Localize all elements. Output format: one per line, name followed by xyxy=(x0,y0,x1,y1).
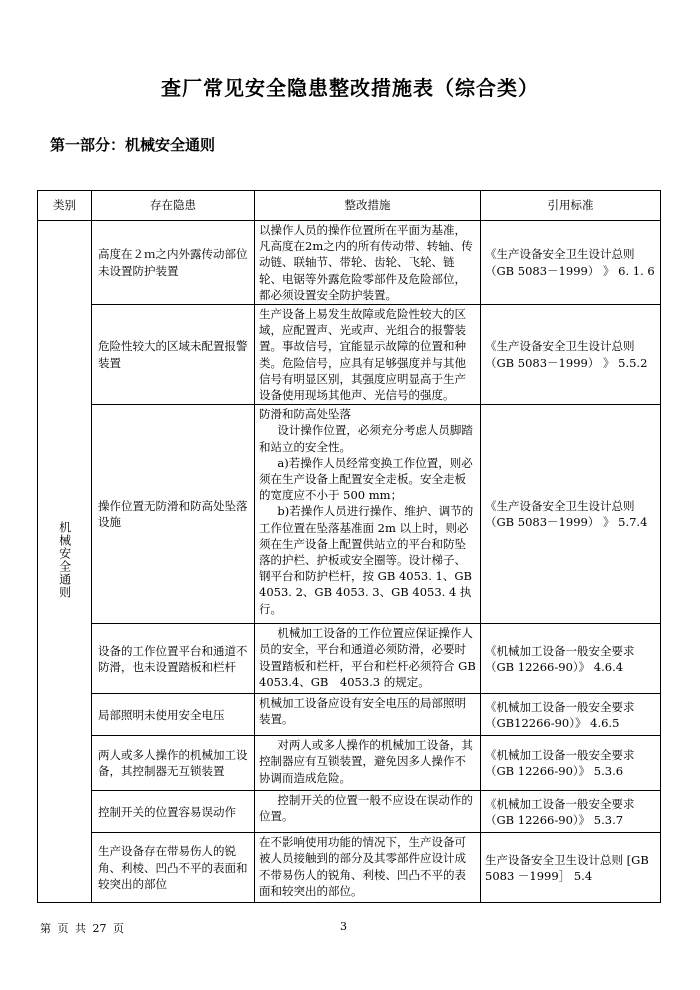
hazard-cell: 设备的工作位置平台和通道不防滑，也未设置踏板和栏杆 xyxy=(92,624,255,694)
standard-cell: 《机械加工设备一般安全要求（GB12266-90）》 4.6.5 xyxy=(481,694,661,736)
table-row xyxy=(38,405,661,624)
measure-text: a)若操作人员经常变换工作位置，则必须在生产设备上配置安全走板。安全走板的宽度应不小于 500 mm； xyxy=(259,455,473,503)
category-cell xyxy=(38,221,92,903)
measure-text: 机械加工设备的工作位置应保证操作人员的安全，平台和通道必须防滑，必要时设置踏板和栏杆，平台和栏杆必须符合 GB 4053.4、GB 4053.3 的规定。 xyxy=(259,626,488,689)
page-number: 3 xyxy=(340,920,347,933)
page-count: 第 页 共 27 页 xyxy=(40,922,124,935)
table-row xyxy=(38,833,661,903)
hazard-cell: 生产设备存在带易伤人的锐角、利棱、凹凸不平的表面和较突出的部位 xyxy=(92,833,255,903)
header-standard: 引用标准 xyxy=(481,191,661,221)
table-row xyxy=(38,624,661,694)
measure-text: 对两人或多人操作的机械加工设备，其控制器应有互锁装置，避免因多人操作不协调而造成危险。 xyxy=(259,738,473,785)
standard-cell: 《机械加工设备一般安全要求（GB 12266-90）》 5.3.7 xyxy=(481,791,661,833)
measure-cell xyxy=(255,736,481,791)
measure-text: 以操作人员的操作位置所在平面为基准，凡高度在2m之内的所有传动带、转轴、传动链、联轴节、带轮、齿轮、飞轮、链轮、电锯等外露危险零部件及危险部位，都必须设置安全防护装置。 xyxy=(259,223,473,302)
standard-cell: 《生产设备安全卫生设计总则（GB 5083－1999） 》 6. 1. 6 xyxy=(481,221,661,305)
standard-cell: 《生产设备安全卫生设计总则（GB 5083－1999） 》 5.7.4 xyxy=(481,405,661,624)
standard-cell: 《机械加工设备一般安全要求（GB 12266-90）》 4.6.4 xyxy=(481,624,661,694)
table-header-row xyxy=(38,191,661,221)
header-hazard: 存在隐患 xyxy=(92,191,255,221)
standard-cell: 《机械加工设备一般安全要求（GB 12266-90）》 5.3.6 xyxy=(481,736,661,791)
measure-cell xyxy=(255,405,481,624)
hazard-cell: 危险性较大的区域未配置报警装置 xyxy=(92,305,255,405)
measure-cell xyxy=(255,221,481,305)
table-row xyxy=(38,221,661,305)
hazard-cell: 控制开关的位置容易误动作 xyxy=(92,791,255,833)
measure-cell xyxy=(255,791,481,833)
hazard-cell: 两人或多人操作的机械加工设备，其控制器无互锁装置 xyxy=(92,736,255,791)
measure-cell xyxy=(255,305,481,405)
measure-cell xyxy=(255,624,488,694)
hazard-cell: 局部照明未使用安全电压 xyxy=(92,694,255,736)
category-label: 机械安全通则 xyxy=(57,520,72,599)
hazard-cell: 操作位置无防滑和防高处坠落设施 xyxy=(92,405,255,624)
measure-text: b)若操作人员进行操作、维护、调节的工作位置在坠落基准面 2m 以上时，则必须在生产设备上配置供站立的平台和防坠落的护栏、护板或安全圈等。设计梯子、钢平台和防护栏杆，按 GB 4053. 1、GB 4053. 2、GB 4053. 3、GB 4053. 4 执行。 xyxy=(259,504,474,616)
table-row xyxy=(38,305,661,405)
measure-cell xyxy=(255,833,481,903)
measure-text: 防滑和防高处坠落 xyxy=(259,407,351,422)
measure-text: 设计操作位置，必须充分考虑人员脚踏和站立的安全性。 xyxy=(259,423,473,454)
measure-text: 控制开关的位置一般不应设在误动作的位置。 xyxy=(259,793,473,824)
hazard-table xyxy=(37,190,661,903)
table-row xyxy=(38,736,661,791)
table-row xyxy=(38,694,661,736)
header-measure: 整改措施 xyxy=(255,191,481,221)
measure-text: 机械加工设备应设有安全电压的局部照明装置。 xyxy=(259,696,466,727)
standard-cell: 生产设备安全卫生设计总则 [GB 5083 －1999］ 5.4 xyxy=(481,833,661,903)
standard-cell: 《生产设备安全卫生设计总则（GB 5083－1999） 》 5.5.2 xyxy=(481,305,661,405)
measure-text: 生产设备上易发生故障或危险性较大的区域，应配置声、光或声、光组合的报警装置。事故信号，宜能显示故障的位置和种类。危险信号，应具有足够强度并与其他信号有明显区别，其强度应明显高于生产设备使用现场其他声、光信号的强度。 xyxy=(259,307,466,403)
hazard-cell: 高度在２ｍ之内外露传动部位未设置防护装置 xyxy=(92,221,255,305)
header-category: 类别 xyxy=(38,191,92,221)
measure-cell xyxy=(255,694,481,736)
section-heading: 第一部分：机械安全通则 xyxy=(50,136,216,154)
document-title: 查厂常见安全隐患整改措施表（综合类） xyxy=(161,76,539,100)
measure-text: 在不影响使用功能的情况下，生产设备可被人员接触到的部分及其零部件应设计成不带易伤人的锐角、利棱、凹凸不平的表面和较突出的部位。 xyxy=(259,835,466,898)
table-row xyxy=(38,791,661,833)
